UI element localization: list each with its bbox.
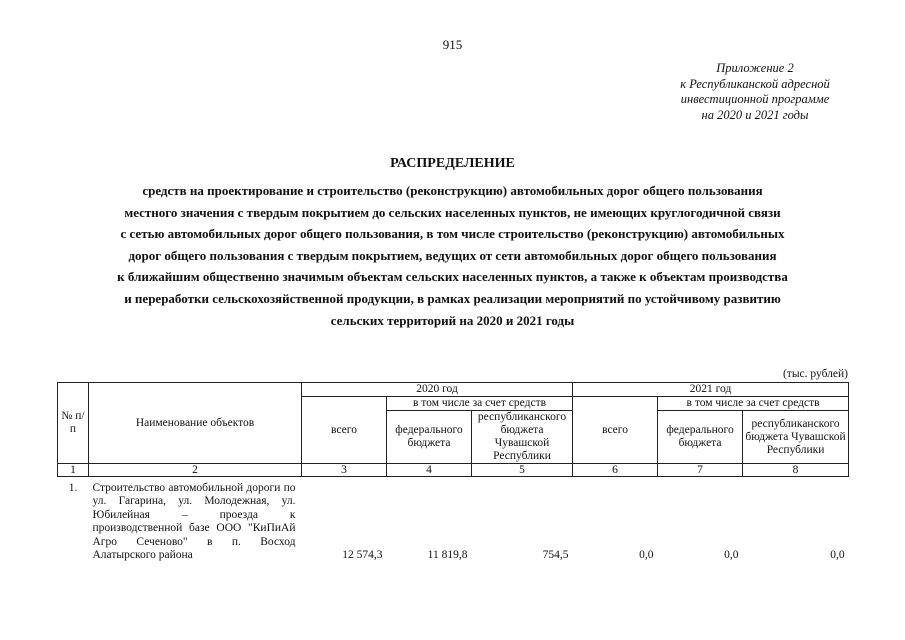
budget-table: [57, 382, 849, 562]
table-row: [58, 477, 849, 563]
appendix-line: к Республиканской адресной: [680, 76, 830, 91]
federal-2021-value: 0,0: [724, 549, 739, 562]
total-2021-value: 0,0: [639, 549, 654, 562]
appendix-line: на 2020 и 2021 годы: [701, 107, 809, 122]
subtitle-line: дорог общего пользования с твердым покрытием, ведущих от сети автомобильных дорог общего пользования: [128, 247, 777, 263]
header-name: Наименование объектов: [89, 383, 302, 464]
header-year-2020: 2020 год: [302, 383, 573, 397]
subtitle-line: к ближайшим общественно значимым объектам сельских населенных пунктов, а также к объектам производства: [117, 269, 788, 285]
republic-2021-value: 0,0: [830, 549, 845, 562]
header-total-2020: всего: [302, 397, 387, 464]
units-label: (тыс. рублей): [782, 368, 848, 380]
header-incl-2020: в том числе за счет средств: [387, 397, 573, 411]
appendix-note: [630, 61, 880, 123]
row-number: 1.: [68, 482, 78, 494]
column-number: 7: [658, 464, 743, 477]
page-number: 915: [442, 37, 463, 52]
header-row: [58, 383, 849, 397]
subtitle-line: и переработки сельскохозяйственной продукции, в рамках реализации мероприятий по устойчивому развитию: [124, 290, 781, 306]
republic-2020-value: 754,5: [542, 549, 569, 562]
header-republic-2020: республиканского бюджета Чувашской Республики: [472, 411, 573, 464]
subtitle-line: сельских территорий на 2020 и 2021 годы: [330, 312, 575, 328]
subtitle-line: средств на проектирование и строительство (реконструкцию) автомобильных дорог общего пользования: [142, 183, 763, 198]
header-num: № п/п: [58, 383, 89, 464]
appendix-line: инвестиционной программе: [680, 92, 830, 106]
appendix-line: Приложение 2: [716, 61, 794, 75]
total-2020-value: 12 574,3: [342, 549, 383, 562]
column-number: 3: [302, 464, 387, 477]
document-title: РАСПРЕДЕЛЕНИЕ: [390, 156, 515, 171]
document-subtitle: [40, 180, 865, 331]
subtitle-line: местного значения с твердым покрытием до сельских населенных пунктов, не имеющих круглогодичной связи: [124, 204, 781, 220]
header-year-2021: 2021 год: [573, 383, 849, 397]
column-number-row: [58, 464, 849, 477]
column-number: 8: [743, 464, 849, 477]
header-republic-2021: республиканского бюджета Чувашской Республики: [743, 411, 849, 464]
column-number: 4: [387, 464, 472, 477]
header-incl-2021: в том числе за счет средств: [658, 397, 849, 411]
column-number: 6: [573, 464, 658, 477]
subtitle-line: с сетью автомобильных дорог общего пользования, в том числе строительство (реконструкцию) автомобильных: [120, 226, 785, 242]
column-number: 2: [89, 464, 302, 477]
federal-2020-value: 11 819,8: [427, 549, 468, 562]
object-name: Строительство автомобильной дороги по ул. Гагарина, ул. Молодежная, ул. Юбилейная – проезда к производственной базе ООО "КиПиАй Агро Сеченово" в п. Восход Алатырского района: [92, 482, 296, 562]
header-federal-2021: федерального бюджета: [658, 411, 743, 464]
column-number: 1: [58, 464, 89, 477]
column-number: 5: [472, 464, 573, 477]
header-federal-2020: федерального бюджета: [387, 411, 472, 464]
header-total-2021: всего: [573, 397, 658, 464]
